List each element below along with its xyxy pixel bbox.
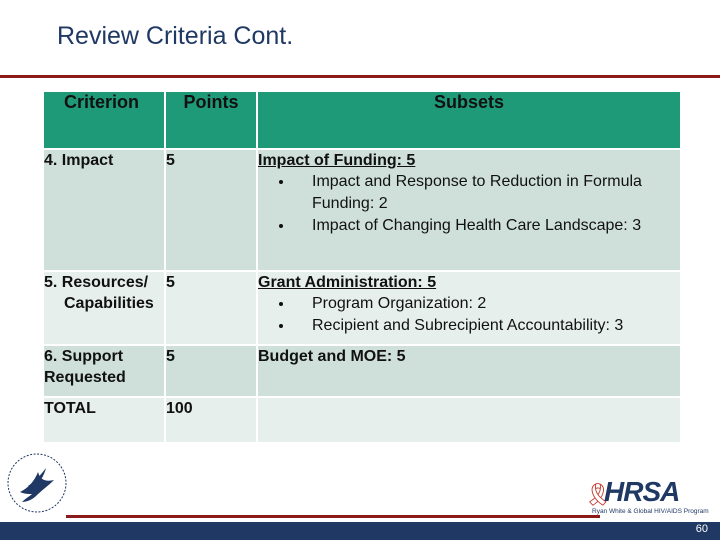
points-cell: 5 — [165, 149, 257, 271]
slide-title: Review Criteria Cont. — [57, 22, 294, 50]
criterion-cell — [43, 345, 165, 397]
list-item: • Impact of Changing Health Care Landscape: 3 — [294, 215, 680, 237]
table-row — [43, 345, 681, 397]
table-row — [43, 397, 681, 443]
footer-divider — [66, 515, 600, 518]
hhs-seal-icon — [6, 452, 68, 514]
points-cell: 100 — [165, 397, 257, 443]
subset-bullets — [258, 171, 680, 237]
subset-bullets — [258, 293, 680, 337]
points-cell: 5 — [165, 271, 257, 345]
footer-bar — [0, 522, 720, 540]
header-criterion: Criterion — [43, 91, 165, 149]
criterion-line-1: 6. Support — [44, 348, 124, 365]
subsets-cell — [257, 271, 681, 345]
criteria-table — [42, 90, 682, 444]
criterion-cell: TOTAL — [43, 397, 165, 443]
title-divider — [0, 75, 720, 78]
criterion-line-1: 5. Resources/ — [44, 274, 149, 291]
logo-tagline: Ryan White & Global HIV/AIDS Program — [592, 508, 709, 515]
list-item: • Impact and Response to Reduction in Formula Funding: 2 — [294, 171, 680, 215]
subset-title: Grant Administration: 5 — [258, 274, 437, 291]
criterion-cell: 4. Impact — [43, 149, 165, 271]
table-row — [43, 271, 681, 345]
points-cell: 5 — [165, 345, 257, 397]
red-ribbon-icon: 🎗 — [584, 482, 612, 507]
page-number: 60 — [695, 523, 708, 535]
hrsa-logo: HRSA — [604, 476, 680, 507]
subset-title: Impact of Funding: 5 — [258, 152, 416, 169]
criterion-line-2: Capabilities — [64, 295, 154, 312]
criterion-cell — [43, 271, 165, 345]
subset-title: Budget and MOE: 5 — [258, 348, 406, 365]
table-row — [43, 149, 681, 271]
table-header-row — [43, 91, 681, 149]
list-item: • Recipient and Subrecipient Accountability: 3 — [294, 315, 680, 337]
subsets-cell — [257, 149, 681, 271]
header-points: Points — [165, 91, 257, 149]
subsets-cell — [257, 345, 681, 397]
list-item: • Program Organization: 2 — [294, 293, 680, 315]
subsets-cell — [257, 397, 681, 443]
header-subsets: Subsets — [257, 91, 681, 149]
criterion-line-2: Requested — [44, 369, 126, 386]
